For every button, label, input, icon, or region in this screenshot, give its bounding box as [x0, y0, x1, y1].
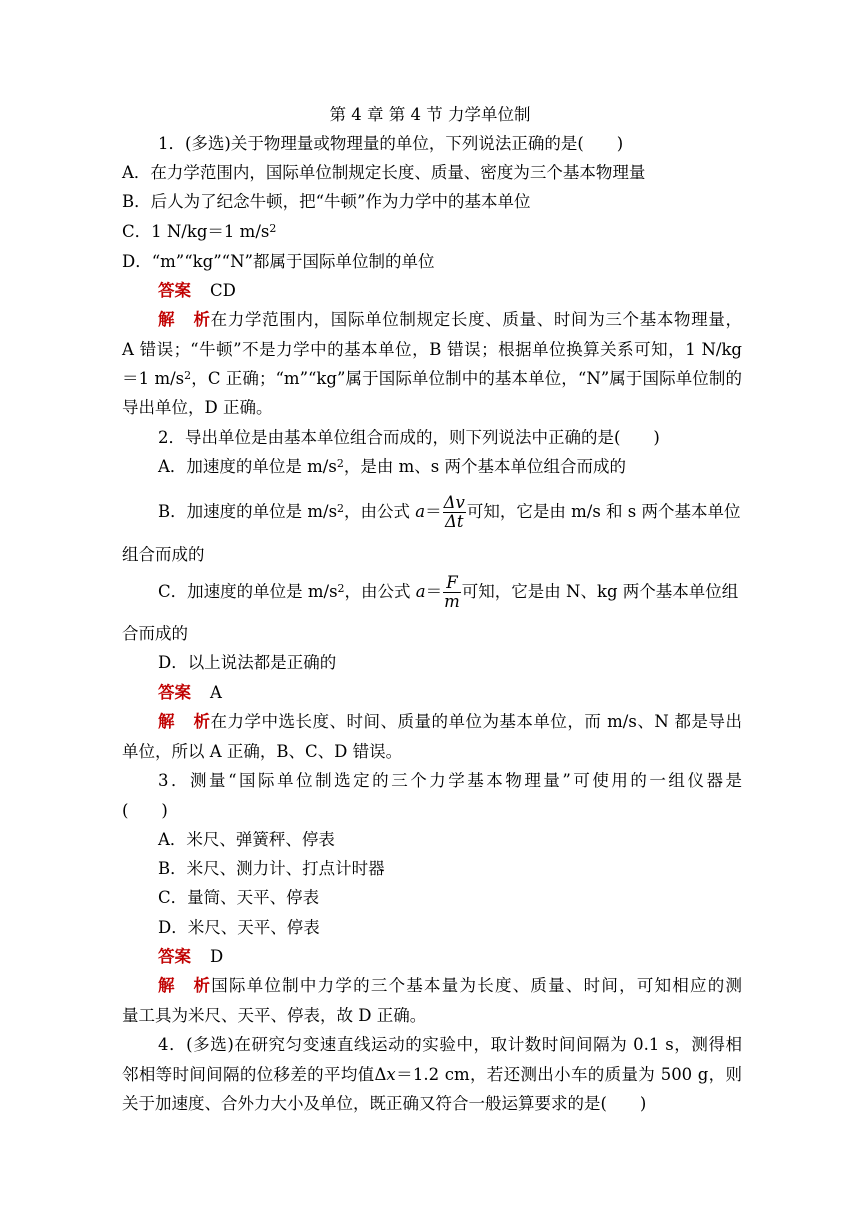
q2-option-b-exponent: 2 — [337, 502, 345, 515]
q3-stem-line-2: ( ) — [122, 801, 168, 820]
q1-analysis-line-4: 导出单位，D 正确。 — [122, 398, 273, 417]
q2-analysis-line-1 — [158, 711, 742, 733]
q2-option-c-denominator: m — [444, 592, 460, 611]
q3-stem-line-1: 3．测量“国际单位制选定的三个力学基本物理量”可使用的一组仪器是 — [158, 771, 742, 790]
q2-answer-label: 答案 — [158, 683, 191, 702]
q2-analysis-text-1: 在力学中选长度、时间、质量的单位为基本单位，而 m/s、N 都是导出 — [210, 712, 742, 731]
q2-option-c-cont: 合而成的 — [122, 624, 188, 643]
q2-option-b-text-1: B．加速度的单位是 m/s — [158, 502, 338, 521]
q2-option-b-equals: ＝ — [425, 502, 442, 521]
q1-analysis-line-1 — [158, 309, 742, 331]
q4-stem-variable: x — [386, 1065, 396, 1084]
q3-option-d: D．米尺、天平、停表 — [158, 918, 320, 937]
q2-stem: 2．导出单位是由基本单位组合而成的，则下列说法中正确的是( ) — [158, 428, 660, 447]
q1-option-c-exponent: 2 — [269, 222, 277, 235]
q2-option-b-cont: 组合而成的 — [122, 545, 205, 564]
q1-answer — [158, 280, 742, 302]
q2-option-b-denominator: Δt — [444, 512, 464, 531]
q2-option-a — [158, 456, 742, 478]
q1-analysis-label: 解析 — [158, 310, 210, 329]
q1-answer-label: 答案 — [158, 281, 191, 300]
q3-answer — [158, 946, 742, 968]
q3-analysis-line-1 — [158, 975, 742, 997]
q2-option-b-fraction — [443, 494, 466, 531]
q4-stem-text-2b: ＝1.2 cm，若还测出小车的质量为 500 g，则 — [395, 1065, 742, 1084]
q3-option-a: A．米尺、弹簧秤、停表 — [158, 830, 335, 849]
q1-answer-value: CD — [210, 281, 236, 300]
q2-option-c-numerator: F — [443, 574, 461, 593]
q3-option-c: C．量筒、天平、停表 — [158, 888, 320, 907]
q2-option-c — [158, 570, 742, 614]
q3-answer-value: D — [210, 947, 224, 966]
q1-option-c-text: C．1 N/kg＝1 m/s — [122, 222, 270, 241]
q2-option-a-exponent: 2 — [336, 457, 344, 470]
q3-option-b: B．米尺、测力计、打点计时器 — [158, 859, 385, 878]
q1-analysis-exponent: 2 — [184, 369, 192, 382]
q2-answer — [158, 682, 742, 704]
q2-option-b — [158, 490, 742, 534]
section-title: 第 4 章 第 4 节 力学单位制 — [329, 105, 531, 124]
q1-analysis-text-1: 在力学范围内，国际单位制规定长度、质量、时间为三个基本物理量， — [210, 310, 742, 329]
q1-analysis-text-3b: ，C 正确；“m”“kg”属于国际单位制中的基本单位，“N”属于国际单位制的 — [191, 369, 742, 388]
q2-analysis-label: 解析 — [158, 712, 210, 731]
q2-option-b-text-3: 可知，它是由 m/s 和 s 两个基本单位 — [466, 502, 741, 521]
q1-option-c — [122, 221, 742, 243]
q1-option-b: B．后人为了纪念牛顿，把“牛顿”作为力学中的基本单位 — [122, 192, 531, 211]
q2-option-a-text-1: A．加速度的单位是 m/s — [158, 457, 337, 476]
q2-option-c-fraction — [443, 574, 461, 611]
q2-option-c-exponent: 2 — [337, 582, 345, 595]
q4-stem-line-2 — [122, 1064, 742, 1086]
q3-answer-label: 答案 — [158, 947, 191, 966]
q2-option-b-variable: a — [415, 502, 426, 521]
q2-option-a-text-2: ，是由 m、s 两个基本单位组合而成的 — [343, 457, 626, 476]
q2-answer-value: A — [210, 683, 222, 702]
q4-stem-line-3: 关于加速度、合外力大小及单位，既正确又符合一般运算要求的是( ) — [122, 1094, 647, 1113]
q2-option-b-text-2: ，由公式 — [344, 502, 416, 521]
q4-stem-line-1: 4．(多选)在研究匀变速直线运动的实验中，取计数时间间隔为 0.1 s，测得相 — [158, 1035, 742, 1054]
q1-analysis-line-3 — [122, 368, 742, 390]
q2-option-c-variable: a — [415, 582, 426, 601]
q1-analysis-line-2: A 错误；“牛顿”不是力学中的基本单位，B 错误；根据单位换算关系可知，1 N/kg — [122, 340, 742, 359]
q3-analysis-line-2: 量工具为米尺、天平、停表，故 D 正确。 — [122, 1006, 427, 1025]
q2-option-b-numerator: Δv — [443, 493, 465, 512]
q2-option-c-text-3: 可知，它是由 N、kg 两个基本单位组 — [461, 582, 739, 601]
q2-option-c-equals: ＝ — [425, 582, 443, 601]
q1-analysis-text-3a: ＝1 m/s — [122, 369, 185, 388]
q2-option-c-text-1: C．加速度的单位是 m/s — [158, 582, 338, 601]
q1-option-a: A．在力学范围内，国际单位制规定长度、质量、密度为三个基本物理量 — [122, 163, 646, 182]
q3-analysis-label: 解析 — [158, 976, 210, 995]
q4-stem-text-2a: 邻相等时间间隔的位移差的平均值Δ — [122, 1065, 387, 1084]
q2-option-c-text-2: ，由公式 — [344, 582, 416, 601]
q1-option-d: D．“m”“kg”“N”都属于国际单位制的单位 — [122, 252, 435, 271]
q3-analysis-text-1: 国际单位制中力学的三个基本量为长度、质量、时间，可知相应的测 — [210, 976, 742, 995]
q2-analysis-line-2: 单位，所以 A 正确，B、C、D 错误。 — [122, 742, 403, 761]
q1-stem: 1．(多选)关于物理量或物理量的单位，下列说法正确的是( ) — [158, 134, 624, 153]
q2-option-d: D．以上说法都是正确的 — [158, 653, 337, 672]
